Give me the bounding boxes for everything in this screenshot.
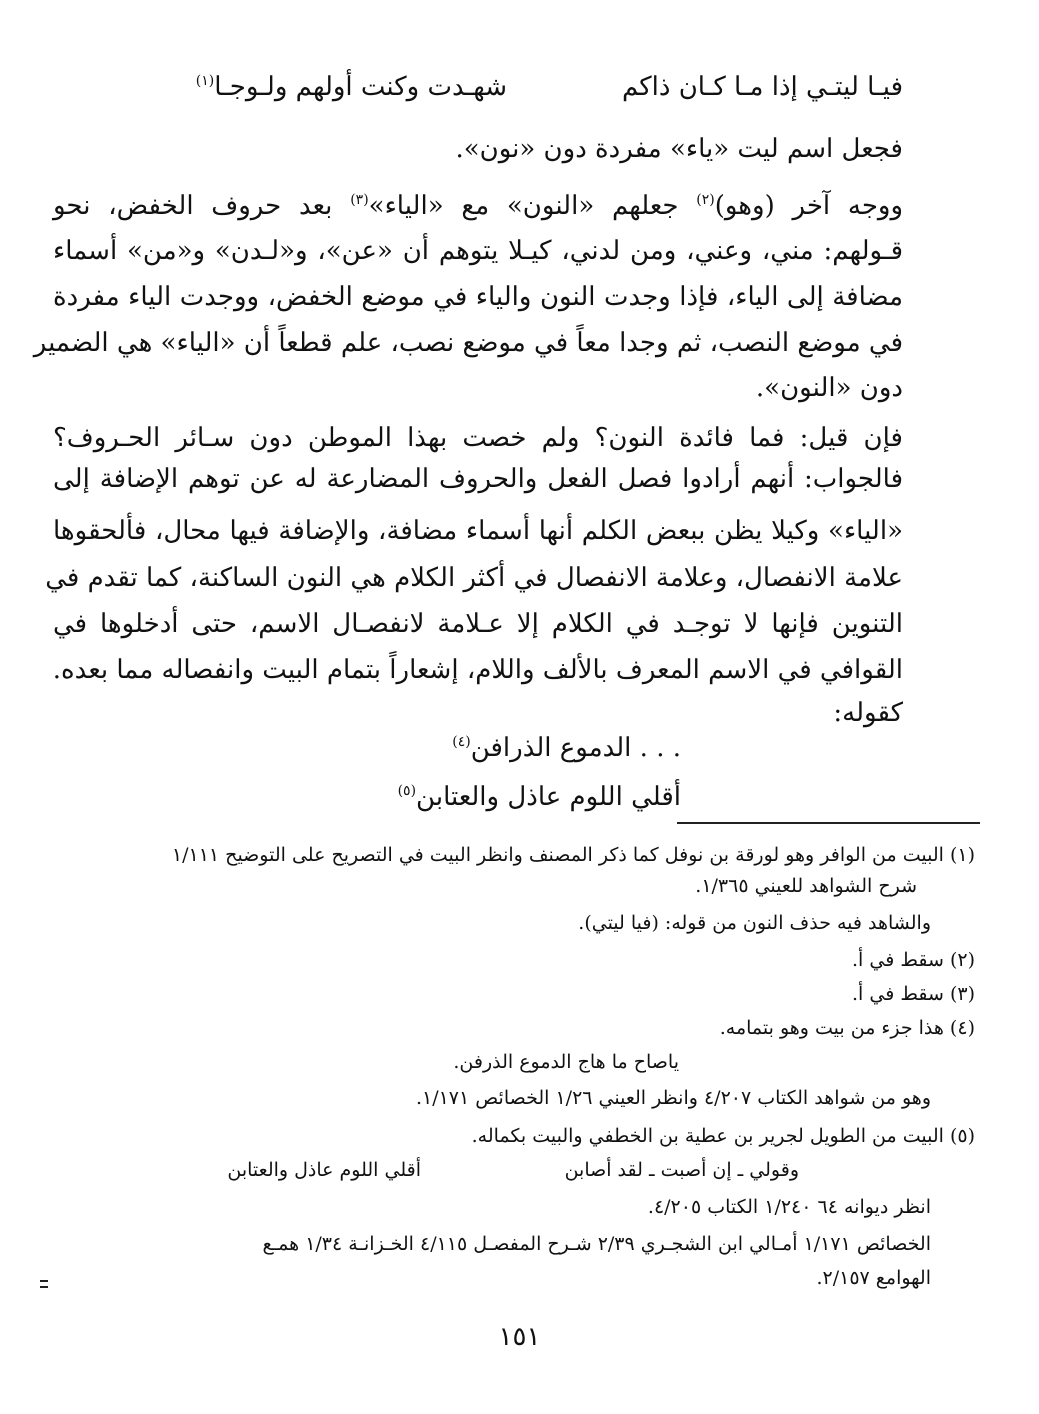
footnote-5-line-5: الهوامع ٢/١٥٧. <box>816 1267 931 1289</box>
body-line-7: فإن قيل: فما فائدة النون؟ ولم خصت بهذا الموطن دون سـائر الحـروف؟ <box>53 423 903 453</box>
footnote-ref: (٤) <box>452 734 471 750</box>
body-line-12: القوافي في الاسم المعرف بالألف واللام، إشعاراً بتمام البيت وانفصاله مما بعده. <box>52 655 903 685</box>
footnote-5-line-3: انظر ديوانه ٦٤ ١/٢٤٠ الكتاب ٤/٢٠٥. <box>647 1196 931 1218</box>
verse-text: فيـا ليتـي إذا مـا كـان ذاكم <box>621 72 903 102</box>
body-line-2 <box>53 183 903 229</box>
body-line-4: مضافة إلى الياء، فإذا وجدت النون والياء في موضع الخفض، ووجدت الياء مفردة <box>53 282 903 312</box>
footnote-1-line-2: شرح الشواهد للعيني ١/٣٦٥. <box>695 875 917 897</box>
quoted-verse-line <box>398 782 681 812</box>
quoted-verse-fragment <box>452 733 681 763</box>
body-line-5: في موضع النصب، ثم وجدا معاً في موضع نصب، علم قطعاً أن «الياء» هي الضمير <box>33 328 903 358</box>
body-line-3: قـولهم: مني، وعني، ومن لدني، كيـلا يتوهم أن «عن»، و«لـدن» و«من» أسماء <box>53 236 903 266</box>
body-line-1: فجعل اسم ليت «ياء» مفردة دون «نون». <box>455 134 903 164</box>
footnote-1-line-1: (١) البيت من الوافر وهو لورقة بن نوفل كما ذكر المصنف وانظر البيت في التصريح على التوضيح ١/١١١ <box>171 844 975 866</box>
footnote-3: (٣) سقط في أ. <box>852 983 975 1005</box>
footnote-5-line-1: (٥) البيت من الطويل لجرير بن عطية بن الخطفي والبيت بكماله. <box>471 1125 975 1147</box>
footnote-separator <box>677 822 980 824</box>
body-line-13: كقوله: <box>833 698 903 728</box>
footnote-ref: (١) <box>195 73 215 89</box>
verse-1-left-hemistich <box>196 72 507 102</box>
footnote-5-verse-left: وقولي ـ إن أصبت ـ لقد أصابن <box>564 1159 799 1181</box>
body-line-8: فالجواب: أنهم أرادوا فصل الفعل والحروف المضارعة له عن توهم الإضافة إلى <box>53 464 903 494</box>
footnote-ref: (٥) <box>397 783 417 799</box>
footnote-4-line-3: وهو من شواهد الكتاب ٤/٢٠٧ وانظر العيني ١/٢٦ الخصائص ١/١٧١. <box>415 1087 931 1109</box>
page-number: ١٥١ <box>498 1322 541 1352</box>
footnote-5-verse-right: أقلي اللوم عاذل والعتابن <box>227 1159 421 1181</box>
text-run: جعلهم «النون» مع «الياء» <box>368 191 697 221</box>
footnote-4-line-1: (٤) هذا جزء من بيت وهو بتمامه. <box>719 1017 975 1039</box>
verse-text: أقلي اللوم عاذل والعتابن <box>416 782 681 812</box>
footnote-ref: (٢) <box>696 192 715 208</box>
body-line-9: «الياء» وكيلا يظن ببعض الكلم أنها أسماء مضافة، والإضافة فيها محال، فألحقوها <box>53 516 903 546</box>
footnote-2: (٢) سقط في أ. <box>852 949 975 971</box>
text-run: ووجه آخر (وهو) <box>714 191 904 221</box>
margin-mark <box>40 1280 48 1288</box>
verse-1-right-hemistich <box>622 72 903 102</box>
text-run: بعد حروف الخفض، نحو <box>53 191 351 221</box>
footnote-1-line-3: والشاهد فيه حذف النون من قوله: (فيا ليتي). <box>578 912 931 934</box>
body-line-11: التنوين فإنها لا توجـد في الكلام إلا عـلامة لانفصـال الاسم، حتى أدخلوها في <box>53 609 903 639</box>
verse-text: شهـدت وكنت أولهم ولـوجـا <box>214 72 507 102</box>
body-line-6: دون «النون». <box>755 373 903 403</box>
verse-text: . . . الدموع الذرافن <box>470 733 681 763</box>
footnote-4-line-2: ياصاح ما هاج الدموع الذرفن. <box>453 1051 679 1073</box>
footnote-5-line-4: الخصائص ١/١٧١ أمـالي ابن الشجـري ٢/٣٩ شـرح المفصـل ٤/١١٥ الخـزانـة ١/٣٤ همـع <box>262 1233 931 1255</box>
body-line-10: علامة الانفصال، وعلامة الانفصال في أكثر الكلام هي النون الساكنة، كما تقدم في <box>45 563 903 593</box>
footnote-ref: (٣) <box>350 192 369 208</box>
